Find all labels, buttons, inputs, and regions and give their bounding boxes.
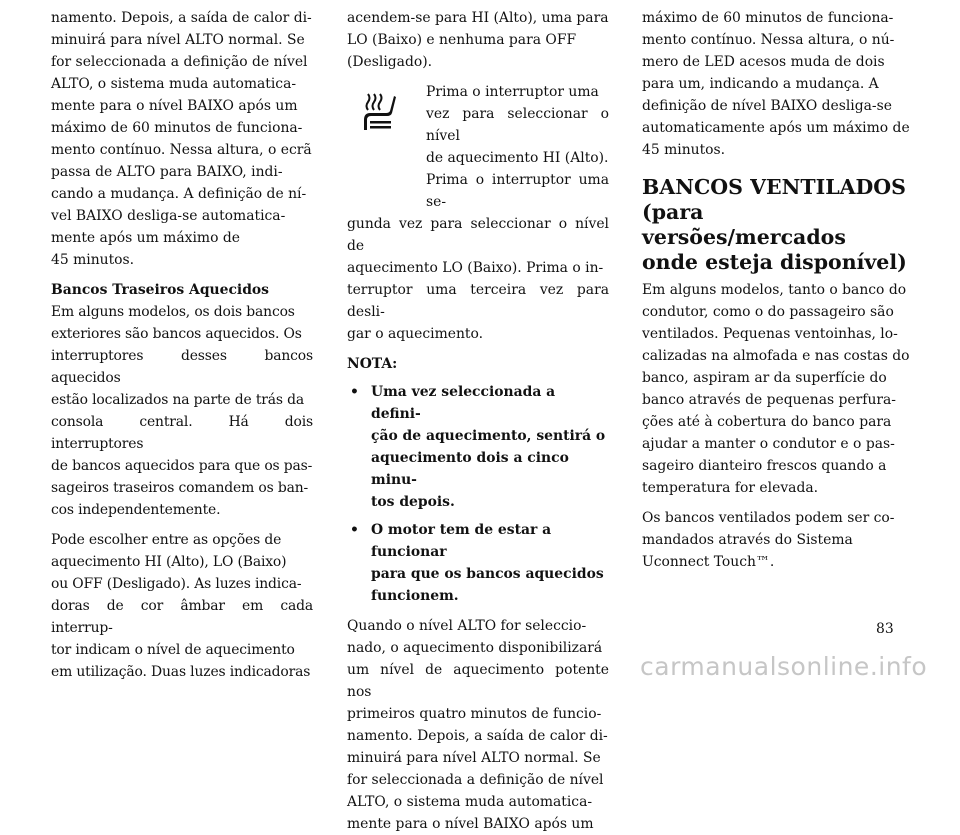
- text-line: minuirá para nível ALTO normal. Se: [51, 32, 305, 48]
- subheading-rear-heated-seats: Bancos Traseiros Aquecidos: [51, 282, 269, 298]
- text-line: banco através de pequenas perfura-: [642, 392, 896, 408]
- text-line: mero de LED acesos muda de dois: [642, 54, 885, 70]
- note-item: • O motor tem de estar a funcionar para que os bancos aquecidos funcionem.: [350, 522, 604, 604]
- text-line: for seleccionada a definição de nível: [347, 772, 604, 788]
- column-1: [51, 7, 313, 683]
- text-line: mento contínuo. Nessa altura, o ecrã: [51, 142, 312, 158]
- text-line: (para versões/mercados: [642, 200, 846, 249]
- text-line: de aquecimento HI (Alto).: [426, 150, 609, 166]
- paragraph: [426, 81, 609, 213]
- text-line: Uconnect Touch™.: [642, 554, 775, 570]
- text-line: cando a mudança. A definição de ní-: [51, 186, 307, 202]
- note-title: NOTA:: [347, 356, 398, 372]
- heated-seat-icon: [361, 91, 399, 133]
- text-line: minuirá para nível ALTO normal. Se: [347, 750, 601, 766]
- paragraph: [51, 7, 313, 271]
- text-line: máximo de 60 minutos de funciona-: [642, 10, 894, 26]
- text-line: mente após um máximo de: [51, 230, 240, 246]
- text-line: um nível de aquecimento potente nos: [347, 662, 609, 700]
- paragraph: [51, 301, 313, 521]
- page-number: 83: [876, 621, 894, 637]
- text-line: Quando o nível ALTO for seleccio-: [347, 618, 587, 634]
- text-line: ALTO, o sistema muda automatica-: [347, 794, 593, 810]
- text-line: vel BAIXO desliga-se automatica-: [51, 208, 286, 224]
- note-item: • Uma vez seleccionada a defini- ção de aquecimento, sentirá o aquecimento dois a cinco minu- tos depois.: [350, 384, 606, 510]
- paragraph: [347, 213, 609, 345]
- text-line: gunda vez para seleccionar o nível de: [347, 216, 609, 254]
- text-line: O motor tem de estar a funcionar: [371, 522, 552, 560]
- text-line: ventilados. Pequenas ventoinhas, lo-: [642, 326, 898, 342]
- text-line: Em alguns modelos, tanto o banco do: [642, 282, 907, 298]
- text-line: Uma vez seleccionada a defini-: [371, 384, 556, 422]
- text-line: definição de nível BAIXO desliga-se: [642, 98, 892, 114]
- text-line: sageiro dianteiro frescos quando a: [642, 458, 887, 474]
- paragraph: [642, 7, 910, 161]
- text-line: Pode escolher entre as opções de: [51, 532, 282, 548]
- text-line: LO (Baixo) e nenhuma para OFF: [347, 32, 577, 48]
- text-line: 45 minutos.: [642, 142, 726, 158]
- text-line: condutor, como o do passageiro são: [642, 304, 894, 320]
- text-line: Prima o interruptor uma: [426, 84, 599, 100]
- text-line: ções até à cobertura do banco para: [642, 414, 892, 430]
- text-line: primeiros quatro minutos de funcio-: [347, 706, 602, 722]
- text-line: vez para seleccionar o nível: [426, 106, 609, 144]
- text-line: Em alguns modelos, os dois bancos: [51, 304, 295, 320]
- column-2: [347, 7, 609, 835]
- text-line: aquecimento dois a cinco minu-: [371, 450, 569, 488]
- text-line: mandados através do Sistema: [642, 532, 853, 548]
- watermark: carmanualsonline.info: [640, 652, 928, 681]
- text-line: gar o aquecimento.: [347, 326, 484, 342]
- text-line: onde esteja disponível): [642, 250, 907, 274]
- text-line: acendem-se para HI (Alto), uma para: [347, 10, 609, 26]
- text-line: calizadas na almofada e nas costas do: [642, 348, 910, 364]
- text-line: mento contínuo. Nessa altura, o nú-: [642, 32, 895, 48]
- text-line: cos independentemente.: [51, 502, 221, 518]
- text-line: ajudar a manter o condutor e o pas-: [642, 436, 895, 452]
- text-line: passa de ALTO para BAIXO, indi-: [51, 164, 283, 180]
- text-line: em utilização. Duas luzes indicadoras: [51, 664, 311, 680]
- text-line: mente para o nível BAIXO após um: [51, 98, 298, 114]
- text-line: BANCOS VENTILADOS: [642, 175, 906, 199]
- text-line: funcionem.: [371, 588, 459, 604]
- text-line: ção de aquecimento, sentirá o: [371, 428, 606, 444]
- text-line: ou OFF (Desligado). As luzes indica-: [51, 576, 302, 592]
- paragraph: [347, 615, 609, 835]
- icon-instruction: [347, 81, 609, 213]
- text-line: interruptores desses bancos aquecidos: [51, 348, 313, 386]
- text-line: de bancos aquecidos para que os pas-: [51, 458, 313, 474]
- text-line: 45 minutos.: [51, 252, 135, 268]
- text-line: namento. Depois, a saída de calor di-: [51, 10, 312, 26]
- text-line: doras de cor âmbar em cada interrup-: [51, 598, 313, 636]
- text-line: temperatura for elevada.: [642, 480, 819, 496]
- column-3: [642, 7, 910, 573]
- note-list: [347, 381, 609, 607]
- text-line: consola central. Há dois interruptores: [51, 414, 313, 452]
- text-line: ALTO, o sistema muda automatica-: [51, 76, 297, 92]
- text-line: mente para o nível BAIXO após um: [347, 816, 594, 832]
- text-line: Prima o interruptor uma se-: [426, 172, 609, 210]
- text-line: exteriores são bancos aquecidos. Os: [51, 326, 302, 342]
- text-line: tor indicam o nível de aquecimento: [51, 642, 295, 658]
- text-line: para que os bancos aquecidos: [371, 566, 604, 582]
- text-line: (Desligado).: [347, 54, 433, 70]
- text-line: namento. Depois, a saída de calor di-: [347, 728, 608, 744]
- text-line: tos depois.: [371, 494, 455, 510]
- text-line: for seleccionada a definição de nível: [51, 54, 308, 70]
- paragraph: [347, 7, 609, 73]
- text-line: nado, o aquecimento disponibilizará: [347, 640, 603, 656]
- text-line: estão localizados na parte de trás da: [51, 392, 305, 408]
- text-line: para um, indicando a mudança. A: [642, 76, 879, 92]
- text-line: banco, aspiram ar da superfície do: [642, 370, 887, 386]
- text-line: aquecimento LO (Baixo). Prima o in-: [347, 260, 604, 276]
- section-title-ventilated-seats: [642, 175, 910, 275]
- paragraph: [642, 279, 910, 499]
- text-line: aquecimento HI (Alto), LO (Baixo): [51, 554, 287, 570]
- text-line: Os bancos ventilados podem ser co-: [642, 510, 895, 526]
- text-line: terruptor uma terceira vez para desli-: [347, 282, 609, 320]
- paragraph: [642, 507, 910, 573]
- text-line: máximo de 60 minutos de funciona-: [51, 120, 303, 136]
- text-line: sageiros traseiros comandem os ban-: [51, 480, 309, 496]
- paragraph: [51, 529, 313, 683]
- text-line: automaticamente após um máximo de: [642, 120, 910, 136]
